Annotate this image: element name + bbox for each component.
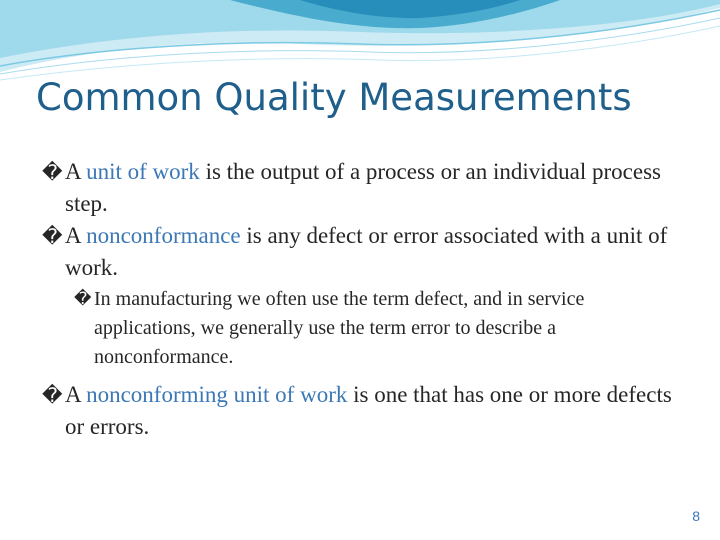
bullet-text-pre: A	[65, 223, 87, 248]
bullet-text-post: is one that has one or more defects or errors.	[65, 382, 672, 439]
term-unit-of-work: unit of work	[86, 159, 200, 184]
term-nonconforming-unit-of-work: nonconforming unit of work	[86, 382, 348, 407]
bullet-glyph: �	[74, 289, 92, 309]
slide-title: Common Quality Measurements	[36, 76, 632, 119]
sub-bullet-text: In manufacturing we often use the term defect, and in service applications, we generally use the term error to describe a nonconformance.	[94, 288, 585, 368]
bullet-unit-of-work	[42, 156, 682, 220]
bullet-text-pre: A	[65, 382, 87, 407]
bullet-glyph: �	[42, 224, 63, 248]
bullet-text-post: is any defect or error associated with a unit of work.	[65, 223, 668, 280]
term-nonconformance: nonconformance	[86, 223, 241, 248]
bullet-text-post: is the output of a process or an individual process step.	[65, 159, 661, 216]
page-number: 8	[692, 508, 700, 524]
slide-body	[42, 156, 682, 443]
bullet-text-pre: A	[65, 159, 87, 184]
bullet-glyph: �	[42, 160, 63, 184]
bullet-nonconformance	[42, 220, 682, 284]
bullet-glyph: �	[42, 383, 63, 407]
sub-bullet-manufacturing	[42, 285, 682, 372]
bullet-nonconforming-unit	[42, 379, 682, 443]
